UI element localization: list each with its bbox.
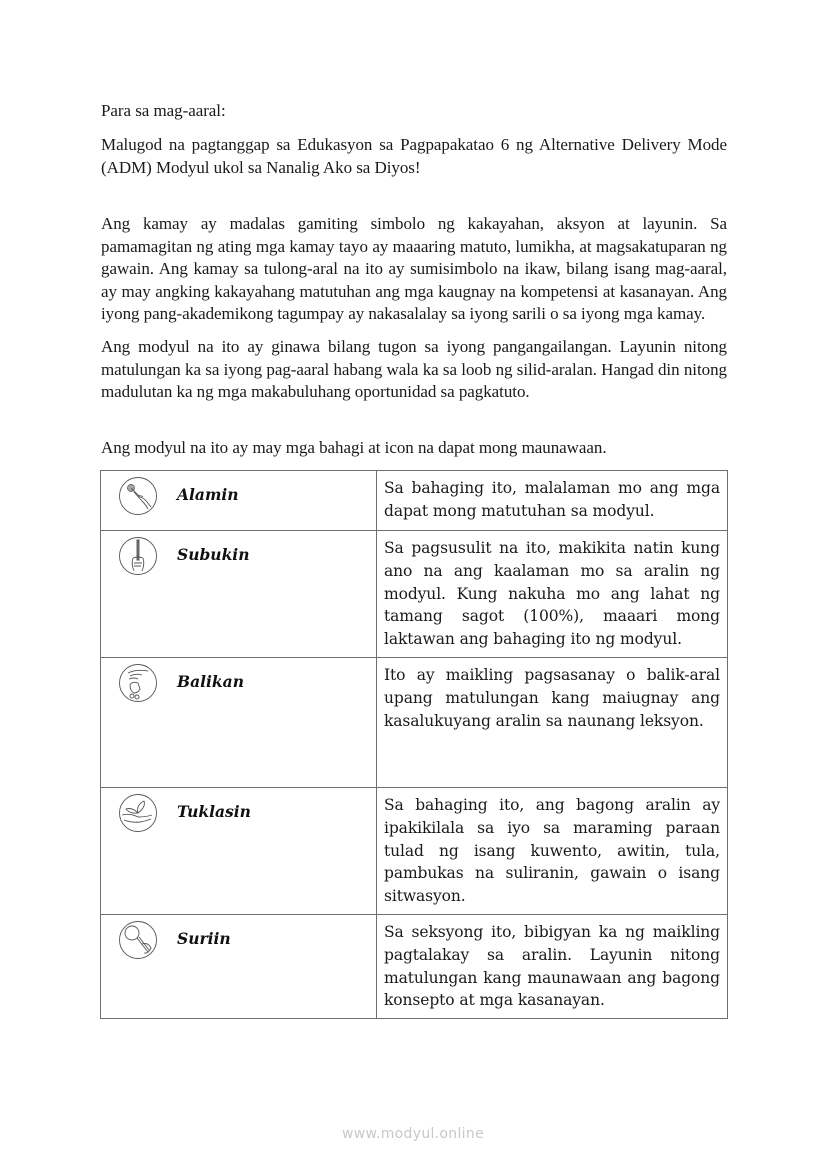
magnifying-glass-hand-icon [118, 920, 158, 960]
part-description-cell [377, 531, 728, 658]
part-name: Alamin [177, 485, 239, 504]
part-name: Balikan [177, 671, 244, 691]
part-description-cell [377, 471, 728, 531]
pointing-hand-icon [118, 476, 158, 516]
part-cell [101, 471, 377, 531]
hand-symbol-paragraph: Ang kamay ay madalas gamiting simbolo ng kakayahan, aksyon at layunin. Sa pamamagitan ng ating mga kamay tayo ay maaaring matuto, lumikha, at magsakatuparan ng gawain. Ang kamay sa tulong-aral na ito ay sumisimbolo na ikaw, bilang isang mag-aaral, ay may angking kakayahang matutuhan ang mga kaugnay na kompetensi at kasanayan. Ang iyong pang-akademikong tagumpay ay nakasalalay sa iyong sarili o sa iyong mga kamay. [101, 214, 727, 324]
part-description: Sa pagsusulit na ito, makikita natin kung ano na ang kaalaman mo sa aralin ng modyul. Kung nakuha mo ang lahat ng tamang sagot (100%), maaari mong laktawan ang bahaging ito ng modyul. [384, 539, 720, 649]
table-row [101, 471, 728, 531]
part-description: Ito ay maikling pagsasanay o balik-aral upang matulungan kang maiugnay ang kasalukuyang aralin sa naunang leksyon. [384, 665, 720, 730]
part-name: Tuklasin [177, 801, 251, 821]
part-description: Sa seksyong ito, bibigyan ka ng maikling pagtalakay sa aralin. Layunin nitong matulungan kang maunawaan ang bagong konsepto at mga kasanayan. [384, 922, 720, 1010]
part-description: Sa bahaging ito, malalaman mo ang mga dapat mong matutuhan sa modyul. [384, 479, 720, 520]
module-purpose-paragraph: Ang modyul na ito ay ginawa bilang tugon sa iyong pangangailangan. Layunin nitong matulungan ka sa iyong pag-aaral habang wala ka sa loob ng silid-aralan. Hangad din nitong madulutan ka ng mga makabuluhang oportunidad sa pagkatuto. [101, 337, 727, 402]
part-cell [101, 657, 377, 787]
table-row [101, 531, 728, 658]
part-description-cell [377, 787, 728, 914]
footer-watermark: www.modyul.online [342, 1126, 484, 1142]
hands-reaching-icon [118, 663, 158, 703]
hand-holding-sprout-icon [118, 793, 158, 833]
hand-holding-pencil-icon [118, 536, 158, 576]
table-row [101, 657, 728, 787]
part-description-cell [377, 914, 728, 1018]
table-row [101, 914, 728, 1018]
greeting: Para sa mag-aaral: [101, 101, 226, 120]
part-name: Suriin [177, 928, 231, 948]
part-description: Sa bahaging ito, ang bagong aralin ay ipakikilala sa iyo sa maraming paraan tulad ng isang kuwento, awitin, tula, pambukas na suliranin, gawain o isang sitwasyon. [384, 795, 720, 906]
welcome-paragraph: Malugod na pagtanggap sa Edukasyon sa Pagpapakatao 6 ng Alternative Delivery Mode (ADM) Modyul ukol sa Nanalig Ako sa Diyos! [101, 135, 727, 177]
table-row [101, 787, 728, 914]
module-parts-table [100, 470, 728, 1019]
part-cell [101, 531, 377, 658]
parts-intro: Ang modyul na ito ay may mga bahagi at icon na dapat mong maunawaan. [101, 438, 607, 457]
part-description-cell [377, 657, 728, 787]
part-cell [101, 914, 377, 1018]
part-cell [101, 787, 377, 914]
part-name: Subukin [177, 545, 250, 564]
